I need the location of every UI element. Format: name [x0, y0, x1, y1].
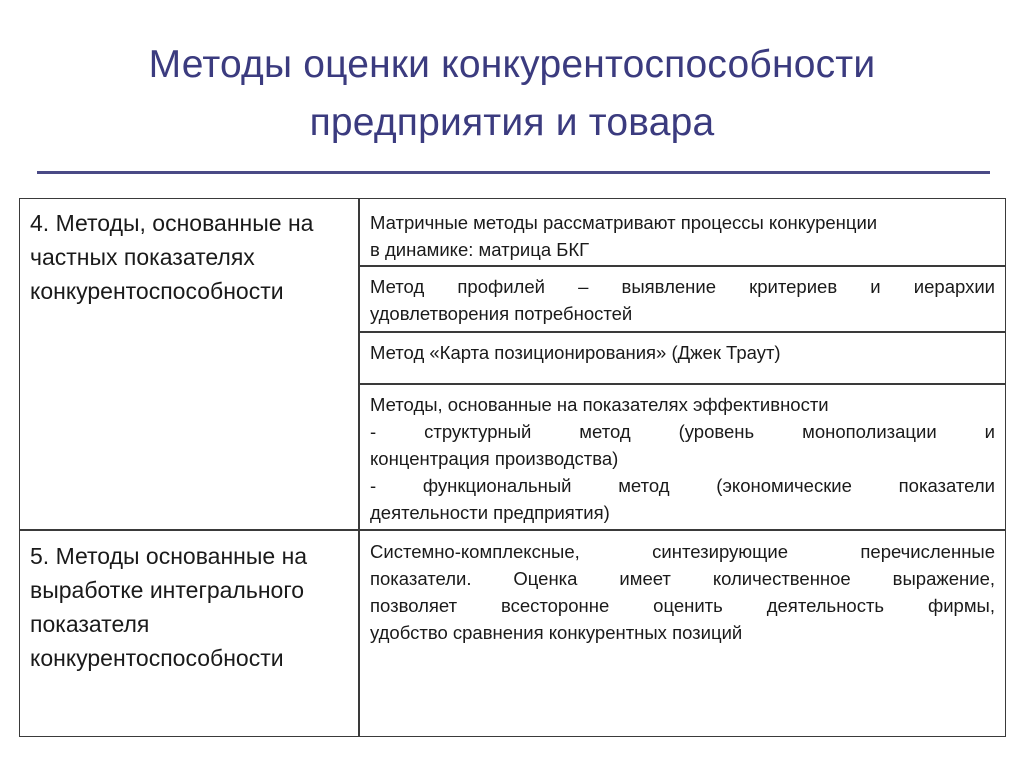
method-integral-line1: Системно-комплексные, синтезирующие перечисленные: [370, 541, 995, 562]
method-matrix-line2: в динамике: матрица БКГ: [370, 239, 590, 260]
row-divider: [359, 383, 1006, 385]
method-positioning-map-cell: [370, 339, 995, 366]
method-efficiency-line1: Методы, основанные на показателях эффективности: [370, 394, 829, 415]
method-positioning-map-line1: Метод «Карта позиционирования» (Джек Траут): [370, 342, 781, 363]
slide-title: [40, 36, 984, 152]
method-efficiency-line3: концентрация производства): [370, 448, 619, 469]
methods-table: [19, 198, 1006, 737]
method-integral-line3: позволяет всесторонне оценить деятельность фирмы,: [370, 595, 995, 616]
method-integral-line2: показатели. Оценка имеет количественное выражение,: [370, 568, 995, 589]
group5-label: 5. Методы основанные на выработке интегрального показателя конкурентоспособности: [30, 543, 308, 671]
slide-title-line2: предприятия и товара: [309, 101, 715, 144]
method-integral-line4: удобство сравнения конкурентных позиций: [370, 622, 743, 643]
group-divider: [20, 529, 1006, 531]
method-profiles-cell: [370, 273, 995, 327]
group4-label: 4. Методы, основанные на частных показателях конкурентоспособности: [30, 210, 314, 304]
row-divider: [359, 331, 1006, 333]
method-efficiency-line4: - функциональный метод (экономические показатели: [370, 475, 995, 496]
method-integral-cell: [370, 538, 995, 646]
method-profiles-line1: Метод профилей – выявление критериев и иерархии: [370, 276, 995, 297]
title-underline: [37, 171, 990, 174]
method-matrix-line1: Матричные методы рассматривают процессы конкуренции: [370, 212, 878, 233]
method-matrix-cell: [370, 209, 995, 263]
method-profiles-line2: удовлетворения потребностей: [370, 303, 633, 324]
method-efficiency-line2: - структурный метод (уровень монополизации и: [370, 421, 995, 442]
slide-title-line1: Методы оценки конкурентоспособности: [148, 43, 876, 86]
method-efficiency-cell: [370, 391, 995, 526]
column-divider: [358, 199, 360, 736]
method-efficiency-line5: деятельности предприятия): [370, 502, 610, 523]
row-divider: [359, 265, 1006, 267]
